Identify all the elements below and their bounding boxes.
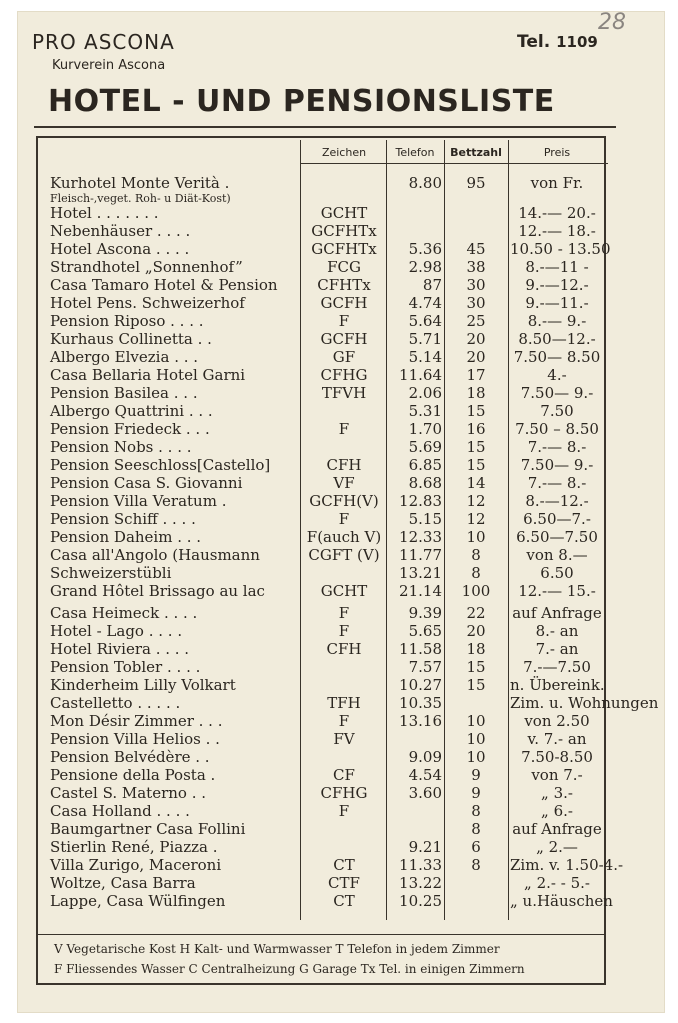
zeichen-cell: CT <box>333 856 355 874</box>
telefon-cell: 9.39 <box>408 604 442 622</box>
zeichen-cell: F <box>338 604 350 622</box>
telefon-cell: 11.77 <box>399 546 442 564</box>
hotel-name: Casa Tamaro Hotel & Pension <box>50 276 278 294</box>
preis-cell: 8.50—12.- <box>518 330 596 348</box>
telefon-cell: 4.74 <box>408 294 442 312</box>
telefon-cell: 10.25 <box>399 892 442 910</box>
bettzahl-cell: 15 <box>466 676 486 694</box>
hotel-name: Strandhotel „Sonnenhof” <box>50 258 243 276</box>
bettzahl-cell: 8 <box>471 802 481 820</box>
bettzahl-cell: 9 <box>471 766 481 784</box>
preis-cell: 7.- an <box>535 640 579 658</box>
telefon-cell: 10.35 <box>399 694 442 712</box>
zeichen-cell: CFH <box>326 456 362 474</box>
telefon-cell: 12.83 <box>399 492 442 510</box>
zeichen-cell: CFH <box>326 640 362 658</box>
column-header-zeichen: Zeichen <box>321 146 367 159</box>
telefon-cell: 2.06 <box>408 384 442 402</box>
hotel-name: Villa Zurigo, Maceroni <box>50 856 222 874</box>
bettzahl-cell: 15 <box>466 402 486 420</box>
legend-line-1: V Vegetarische Kost H Kalt- und Warmwasser T Telefon in jedem Zimmer <box>54 942 500 956</box>
bettzahl-cell: 20 <box>466 348 486 366</box>
hotel-name: Castelletto . . . . . <box>50 694 181 712</box>
preis-cell: von Fr. <box>530 174 584 192</box>
zeichen-cell: FCG <box>327 258 361 276</box>
telefon-cell: 5.36 <box>408 240 442 258</box>
hotel-name: Pension Tobler . . . . <box>50 658 201 676</box>
legend-line-2: F Fliessendes Wasser C Centralheizung G Garage Tx Tel. in einigen Zimmern <box>54 962 525 976</box>
hotel-name: Casa all'Angolo (Hausmann <box>50 546 260 564</box>
organization-subtitle: Kurverein Ascona <box>52 58 166 73</box>
telefon-cell: 8.80 <box>408 174 442 192</box>
preis-cell: 9.-—12.- <box>525 276 589 294</box>
tel-label: Tel. <box>517 32 551 52</box>
header-divider <box>300 163 608 164</box>
column-divider <box>300 140 301 920</box>
preis-cell: auf Anfrage <box>512 820 602 838</box>
zeichen-cell: CT <box>333 892 355 910</box>
telefon-cell: 8.68 <box>408 474 442 492</box>
bettzahl-cell: 15 <box>466 456 486 474</box>
hotel-name: Hotel - Lago . . . . <box>50 622 183 640</box>
title-divider <box>34 126 616 128</box>
telefon-cell: 10.27 <box>399 676 442 694</box>
hotel-name: Pension Friedeck . . . <box>50 420 210 438</box>
bettzahl-cell: 16 <box>466 420 486 438</box>
hotel-name: Hotel Ascona . . . . <box>50 240 190 258</box>
zeichen-cell: TFH <box>327 694 361 712</box>
zeichen-cell: F <box>338 802 350 820</box>
preis-cell: von 2.50 <box>524 712 590 730</box>
telefon-cell: 6.85 <box>408 456 442 474</box>
bettzahl-cell: 18 <box>466 640 486 658</box>
hotel-name: Pension Nobs . . . . <box>50 438 192 456</box>
preis-cell: „ 2.- - 5.- <box>524 874 590 892</box>
zeichen-cell: GCHT <box>320 582 368 600</box>
preis-cell: „ 3.- <box>541 784 573 802</box>
hotel-name: Albergo Elvezia . . . <box>50 348 199 366</box>
hotel-name: Pension Riposo . . . . <box>50 312 204 330</box>
preis-cell: „ 6.- <box>541 802 573 820</box>
preis-cell: „ 2.— <box>536 838 578 856</box>
hotel-name: Woltze, Casa Barra <box>50 874 196 892</box>
bettzahl-cell: 100 <box>461 582 491 600</box>
hotel-name: Pension Schiff . . . . <box>50 510 196 528</box>
preis-cell: Zim. u. Wohnungen <box>510 694 659 712</box>
preis-cell: 6.50—7.50 <box>516 528 598 546</box>
bettzahl-cell: 14 <box>466 474 486 492</box>
preis-cell: von 7.- <box>531 766 583 784</box>
bettzahl-cell: 45 <box>466 240 486 258</box>
preis-cell: 7.50— 8.50 <box>513 348 601 366</box>
hotel-name: Pension Casa S. Giovanni <box>50 474 243 492</box>
bettzahl-cell: 10 <box>466 748 486 766</box>
telefon-cell: 2.98 <box>408 258 442 276</box>
preis-cell: 7.50 – 8.50 <box>515 420 599 438</box>
hotel-name: Kurhaus Collinetta . . <box>50 330 212 348</box>
hotel-name: Pension Belvédère . . <box>50 748 210 766</box>
hotel-name: Albergo Quattrini . . . <box>50 402 213 420</box>
zeichen-cell: GCHT <box>320 204 368 222</box>
preis-cell: 10.50 - 13.50 <box>510 240 611 258</box>
preis-cell: „ u.Häuschen <box>510 892 613 910</box>
telephone-number <box>517 32 598 52</box>
hotel-name: Casa Bellaria Hotel Garni <box>50 366 246 384</box>
bettzahl-cell: 30 <box>466 276 486 294</box>
organization-name: PRO ASCONA <box>32 30 175 54</box>
zeichen-cell: GCFH(V) <box>309 492 379 510</box>
column-divider <box>386 140 387 920</box>
hotel-name: Pension Seeschloss[Castello] <box>50 456 271 474</box>
preis-cell: 14.-— 20.- <box>518 204 596 222</box>
preis-cell: 8.- an <box>535 622 579 640</box>
zeichen-cell: VF <box>333 474 355 492</box>
telefon-cell: 13.22 <box>399 874 442 892</box>
hotel-name: Stierlin René, Piazza . <box>50 838 218 856</box>
preis-cell: 12.-— 18.- <box>518 222 596 240</box>
preis-cell: v. 7.- an <box>527 730 587 748</box>
column-divider <box>444 140 445 920</box>
hotel-name: Fleisch-,veget. Roh- u Diät-Kost) <box>50 192 231 205</box>
telefon-cell: 5.15 <box>408 510 442 528</box>
telefon-cell: 4.54 <box>408 766 442 784</box>
bettzahl-cell: 9 <box>471 784 481 802</box>
bettzahl-cell: 17 <box>466 366 486 384</box>
zeichen-cell: CTF <box>328 874 360 892</box>
zeichen-cell: GCFHTx <box>311 222 377 240</box>
preis-cell: 7.50— 9.- <box>520 384 594 402</box>
bettzahl-cell: 10 <box>466 730 486 748</box>
zeichen-cell: F(auch V) <box>306 528 382 546</box>
zeichen-cell: GCFHTx <box>311 240 377 258</box>
hotel-name: Castel S. Materno . . <box>50 784 207 802</box>
zeichen-cell: GCFH <box>320 330 368 348</box>
hotel-name: Mon Désir Zimmer . . . <box>50 712 223 730</box>
zeichen-cell: FV <box>333 730 355 748</box>
hotel-name: Kinderheim Lilly Volkart <box>50 676 236 694</box>
zeichen-cell: GCFH <box>320 294 368 312</box>
telefon-cell: 12.33 <box>399 528 442 546</box>
hotel-name: Casa Holland . . . . <box>50 802 190 820</box>
preis-cell: 7.50-8.50 <box>521 748 593 766</box>
zeichen-cell: GF <box>332 348 356 366</box>
telefon-cell: 5.69 <box>408 438 442 456</box>
telefon-cell: 7.57 <box>408 658 442 676</box>
zeichen-cell: F <box>338 712 350 730</box>
zeichen-cell: CFHG <box>320 784 368 802</box>
preis-cell: 8.-—11 - <box>525 258 589 276</box>
bettzahl-cell: 95 <box>466 174 486 192</box>
hotel-name: Baumgartner Casa Follini <box>50 820 246 838</box>
hotel-name: Pension Villa Helios . . <box>50 730 220 748</box>
hotel-name: Nebenhäuser . . . . <box>50 222 191 240</box>
preis-cell: 9.-—11.- <box>525 294 589 312</box>
pencil-annotation: 28 <box>598 10 626 35</box>
bettzahl-cell: 8 <box>471 820 481 838</box>
zeichen-cell: F <box>338 622 350 640</box>
column-header-telefon: Telefon <box>395 146 435 159</box>
telefon-cell: 9.09 <box>408 748 442 766</box>
column-header-preis: Preis <box>543 146 571 159</box>
telefon-cell: 5.64 <box>408 312 442 330</box>
zeichen-cell: CFHG <box>320 366 368 384</box>
preis-cell: von 8.— <box>526 546 588 564</box>
bettzahl-cell: 10 <box>466 712 486 730</box>
bettzahl-cell: 18 <box>466 384 486 402</box>
preis-cell: 8.-— 9.- <box>527 312 587 330</box>
preis-cell: 8.-—12.- <box>525 492 589 510</box>
preis-cell: 6.50 <box>540 564 574 582</box>
hotel-name: Hotel Riviera . . . . <box>50 640 190 658</box>
telefon-cell: 87 <box>422 276 442 294</box>
telefon-cell: 5.65 <box>408 622 442 640</box>
preis-cell: 7.50 <box>540 402 574 420</box>
bettzahl-cell: 15 <box>466 658 486 676</box>
telefon-cell: 9.21 <box>408 838 442 856</box>
telefon-cell: 5.31 <box>408 402 442 420</box>
hotel-name: Pensione della Posta . <box>50 766 216 784</box>
page-title: HOTEL - UND PENSIONSLISTE <box>48 84 555 119</box>
preis-cell: n. Übereink. <box>510 676 605 694</box>
telefon-cell: 11.33 <box>399 856 442 874</box>
zeichen-cell: CGFT (V) <box>308 546 380 564</box>
bettzahl-cell: 15 <box>466 438 486 456</box>
zeichen-cell: F <box>338 312 350 330</box>
bettzahl-cell: 12 <box>466 510 486 528</box>
zeichen-cell: F <box>338 510 350 528</box>
hotel-name: Schweizerstübli <box>50 564 172 582</box>
telefon-cell: 21.14 <box>399 582 442 600</box>
bettzahl-cell: 8 <box>471 546 481 564</box>
preis-cell: 7.-—7.50 <box>523 658 591 676</box>
telefon-cell: 3.60 <box>408 784 442 802</box>
hotel-name: Kurhotel Monte Verità . <box>50 174 230 192</box>
preis-cell: Zim. v. 1.50-4.- <box>510 856 624 874</box>
zeichen-cell: F <box>338 420 350 438</box>
telefon-cell: 13.21 <box>399 564 442 582</box>
bettzahl-cell: 30 <box>466 294 486 312</box>
column-header-bettzahl: Bettzahl <box>450 146 502 159</box>
preis-cell: 7.-— 8.- <box>527 474 587 492</box>
telefon-cell: 1.70 <box>408 420 442 438</box>
telefon-cell: 11.64 <box>399 366 442 384</box>
preis-cell: 6.50—7.- <box>523 510 591 528</box>
hotel-name: Pension Villa Veratum . <box>50 492 227 510</box>
zeichen-cell: CF <box>333 766 355 784</box>
bettzahl-cell: 20 <box>466 330 486 348</box>
hotel-name: Grand Hôtel Brissago au lac <box>50 582 265 600</box>
zeichen-cell: TFVH <box>321 384 367 402</box>
hotel-name: Hotel Pens. Schweizerhof <box>50 294 245 312</box>
hotel-name: Casa Heimeck . . . . <box>50 604 198 622</box>
bettzahl-cell: 20 <box>466 622 486 640</box>
telefon-cell: 5.14 <box>408 348 442 366</box>
bettzahl-cell: 8 <box>471 856 481 874</box>
bettzahl-cell: 25 <box>466 312 486 330</box>
bettzahl-cell: 6 <box>471 838 481 856</box>
hotel-name: Pension Basilea . . . <box>50 384 198 402</box>
preis-cell: 7.50— 9.- <box>520 456 594 474</box>
telefon-cell: 5.71 <box>408 330 442 348</box>
zeichen-cell: CFHTx <box>317 276 371 294</box>
preis-cell: 4.- <box>547 366 567 384</box>
telefon-cell: 11.58 <box>399 640 442 658</box>
bettzahl-cell: 12 <box>466 492 486 510</box>
tel-number: 1109 <box>556 33 598 51</box>
preis-cell: 12.-— 15.- <box>518 582 596 600</box>
legend-divider <box>38 934 604 935</box>
bettzahl-cell: 8 <box>471 564 481 582</box>
bettzahl-cell: 22 <box>466 604 486 622</box>
preis-cell: 7.-— 8.- <box>527 438 587 456</box>
bettzahl-cell: 38 <box>466 258 486 276</box>
column-divider <box>508 140 509 920</box>
hotel-name: Pension Daheim . . . <box>50 528 202 546</box>
bettzahl-cell: 10 <box>466 528 486 546</box>
preis-cell: auf Anfrage <box>512 604 602 622</box>
telefon-cell: 13.16 <box>399 712 442 730</box>
hotel-name: Hotel . . . . . . . <box>50 204 159 222</box>
hotel-name: Lappe, Casa Wülfingen <box>50 892 226 910</box>
